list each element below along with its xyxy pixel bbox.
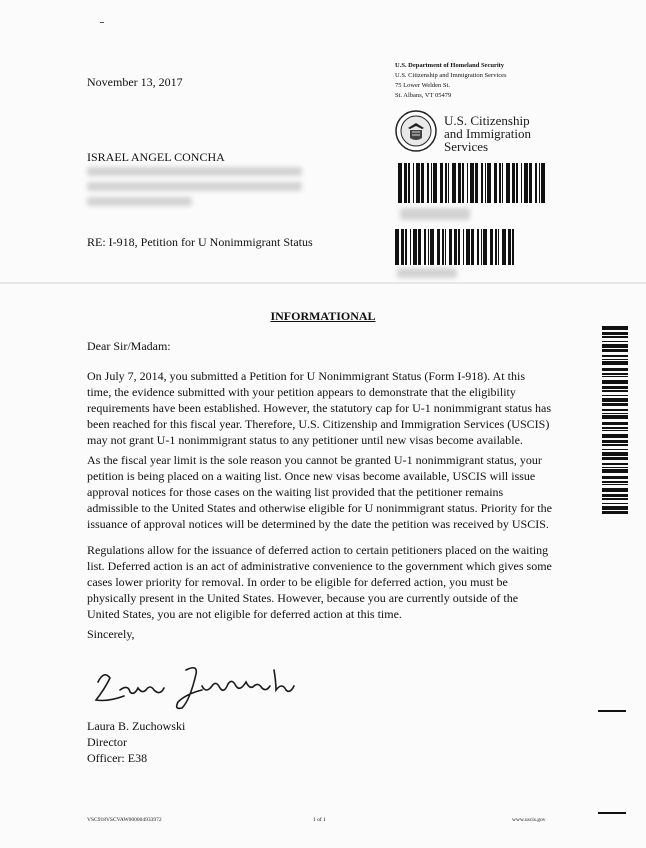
redacted-address-1: [87, 167, 302, 176]
salutation: Dear Sir/Madam:: [87, 339, 171, 353]
handwritten-signature: [90, 660, 320, 717]
fold-line: [0, 282, 646, 284]
margin-mark-1: [598, 710, 626, 712]
signer-title: Director: [87, 735, 127, 749]
closing: Sincerely,: [87, 627, 135, 641]
agency-address: [395, 61, 507, 101]
barcode-top: [398, 163, 548, 203]
signer-officer: Officer: E38: [87, 751, 148, 765]
barcode-side: [602, 326, 628, 516]
scan-mark: [100, 22, 104, 23]
paragraph-1: On July 7, 2014, you submitted a Petition for U Nonimmigrant Status (Form I-918). At this time, the evidence submitted with your petition appears to demonstrate that the eligibility requirements have been established. However, the statutory cap for U-1 nonimmigrant status has been reached for this fiscal year. Therefore, U.S. Citizenship and Immigration Services (USCIS) may not grant U-1 nonimmigrant status to any petitioner until new visas become available.: [87, 369, 552, 447]
footer-page: 1 of 1: [313, 817, 326, 823]
agency-city: St. Albans, VT 05479: [395, 92, 452, 99]
paragraph-3: Regulations allow for the issuance of deferred action to certain petitioners placed on the waiting list. Deferred action is an act of administrative convenience to the government which gives some cases lower priority for removal. In order to be eligible for deferred action, you must be physically present in the United States. However, because you are currently outside of the United States, you are not eligible for deferred action at this time.: [87, 543, 552, 621]
paragraph-2: As the fiscal year limit is the sole reason you cannot be granted U-1 nonimmigrant status, your petition is being placed on a waiting list. Once new visas become available, USCIS will issue approval notices for those cases on the waiting list provided that the petitioner remains admissible to the United States and otherwise eligible for U nonimmigrant status. Priority for the issuance of approval notices will be determined by the date the petition was received by USCIS.: [87, 453, 552, 531]
margin-mark-2: [598, 812, 626, 814]
signer-name: Laura B. Zuchowski: [87, 719, 186, 733]
dhs-seal-icon: [395, 110, 437, 157]
footer-doc-code: VSC918VSCVAW000004933972: [87, 817, 162, 823]
redacted-address-3: [87, 197, 192, 206]
letter-heading: INFORMATIONAL: [270, 309, 376, 323]
redacted-receipt: [400, 208, 470, 220]
redacted-case: [397, 268, 457, 278]
barcode-bottom: [395, 229, 517, 265]
footer-url: www.uscis.gov: [512, 817, 546, 823]
agency-line: U.S. Citizenship and Immigration Services: [395, 72, 507, 79]
agency-street: 75 Lower Welden St.: [395, 82, 450, 89]
department-name: U.S. Department of Homeland Security: [395, 62, 505, 69]
letter-date: November 13, 2017: [87, 75, 183, 89]
re-line: RE: I-918, Petition for U Nonimmigrant Status: [87, 235, 313, 249]
recipient-name: ISRAEL ANGEL CONCHA: [87, 150, 225, 164]
signature-block: [87, 718, 185, 766]
uscis-logo: U.S. Citizenship and Immigration Services: [444, 113, 532, 154]
redacted-address-2: [87, 182, 302, 191]
